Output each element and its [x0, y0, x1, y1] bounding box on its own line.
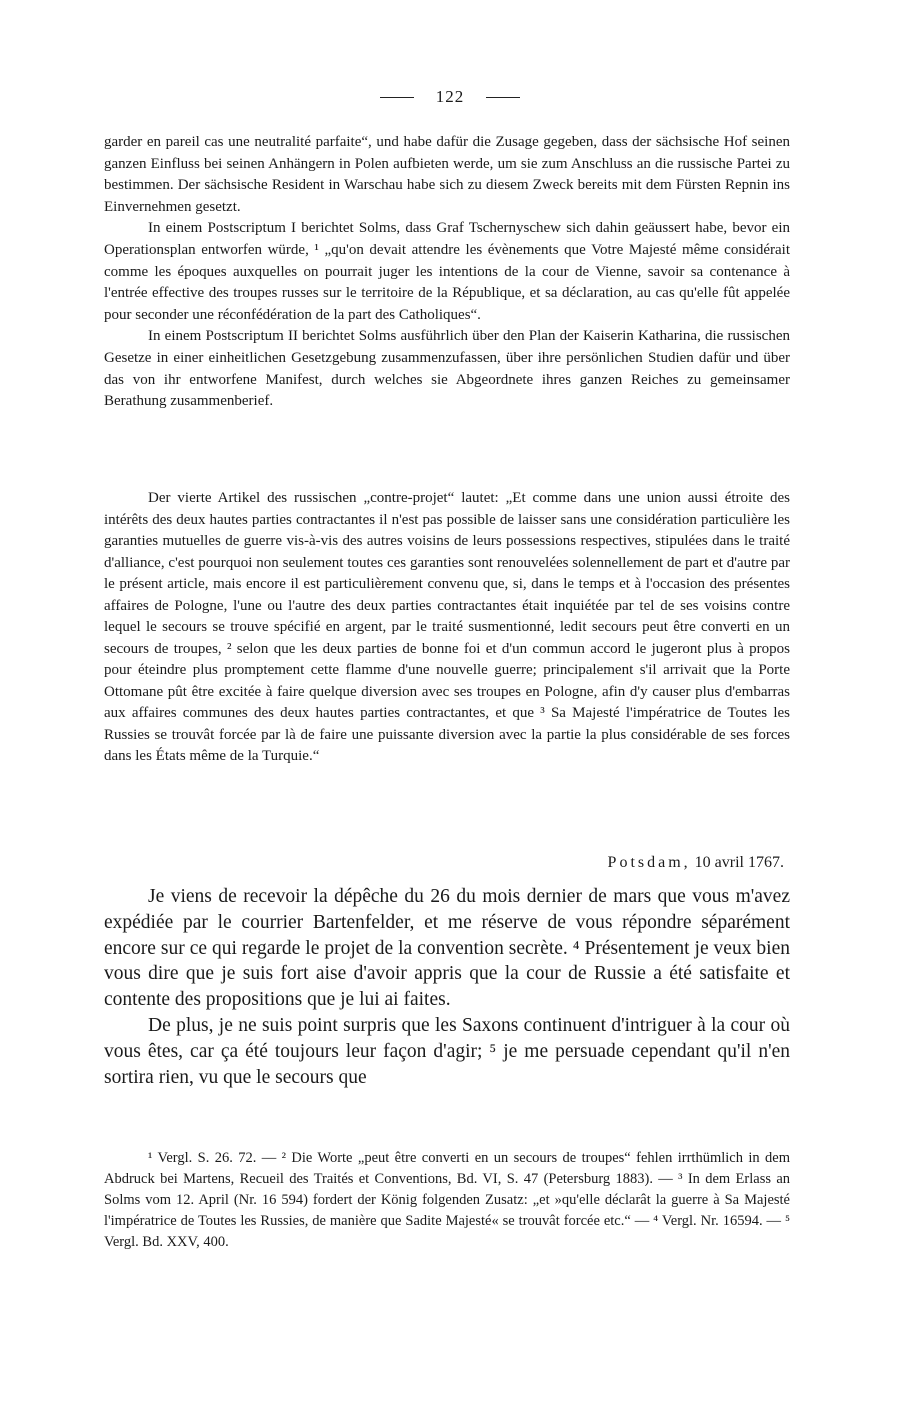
- letter-body: [104, 884, 790, 1090]
- page-header: [0, 86, 900, 107]
- page-number: 122: [435, 87, 465, 107]
- editorial-summary: [104, 132, 790, 413]
- article-note-paragraph: Der vierte Artikel des russischen „contre-projet“ lautet: „Et comme dans une union aussi étroite des intérêts des deux hautes parties contractantes il n'est pas possible de laisser sans une considération particulière les garanties mutuelles de guerre vis-à-vis des autres voisins de leurs possessions respectives, stipulées dans le traité d'alliance, c'est pourquoi non seulement toutes ces garanties sont renouvelées solennellement de part et d'autre par le présent article, mais encore il est particulièrement convenu que, si, dans le temps et à l'occasion des présentes affaires de Pologne, l'une ou l'autre des deux parties contractantes était inquiétée par tel de ses voisins contre lequel le secours se trouve spécifié en argent, par le traité susmentionné, ledit secours peut être converti en un secours de troupes, ² selon que les deux parties de bonne foi et d'un commun accord le jugeront plus à propos pour éteindre plus promptement cette flamme d'une nouvelle guerre; principalement s'il arrivait que la Porte Ottomane pût être excitée à faire quelque diversion avec ses troupes en Pologne, afin d'y causer plus d'embarras aux affaires communes des deux hautes parties contractantes, et que ³ Sa Majesté l'impératrice de Toutes les Russies se trouvât forcée par là de faire une puissante diversion avec la partie la plus considérable de ses forces dans les États même de la Turquie.“: [104, 490, 790, 764]
- letter-paragraph: Je viens de recevoir la dépêche du 26 du mois dernier de mars que vous m'avez expédiée par le courrier Bartenfelder, et me réserve de vous répondre séparément encore sur ce qui regarde le projet de la convention secrète. ⁴ Présentement je veux bien vous dire que je suis fort aise d'avoir appris que la cour de Russie a été satisfaite et contente des propositions que je lui ai faites.: [104, 886, 790, 1011]
- header-rule-right: [486, 97, 520, 98]
- article-note: [104, 488, 790, 768]
- summary-paragraph: garder en pareil cas une neutralité parfaite“, und habe dafür die Zusage gegeben, dass der sächsische Hof seinen ganzen Einfluss bei seinen Anhängern in Polen aufbieten werde, um sie zum Anschluss an die russische Partei zu bestimmen. Der sächsische Resident in Warschau habe sich zu diesem Zweck bereits mit dem Fürsten Repnin ins Einvernehmen gesetzt.: [104, 134, 790, 215]
- letter-paragraph: De plus, je ne suis point surpris que les Saxons continuent d'intriguer à la cour où vous êtes, car ça été toujours leur façon d'agir; ⁵ je me persuade cependant qu'il n'en sortira rien, vu que le secours que: [104, 1014, 790, 1088]
- footnotes: [104, 1148, 790, 1253]
- dateline-date: 10 avril 1767.: [694, 854, 784, 871]
- summary-paragraph: In einem Postscriptum I berichtet Solms, dass Graf Tschernyschew sich dahin geäussert habe, bevor ein Operationsplan entworfen würde, ¹ „qu'on devait attendre les évènements que Votre Majesté même considérait comme les époques auxquelles on pourrait juger les intentions de la cour de Vienne, savoir sa contenance à l'entrée effective des troupes russes sur le territoire de la République, et sa déclaration, au cas qu'elle fût appelée pour seconder une réconfédération de la part des Catholiques“.: [104, 220, 790, 323]
- summary-paragraph: In einem Postscriptum II berichtet Solms ausführlich über den Plan der Kaiserin Katharina, die russischen Gesetze in einer einheitlichen Gesetzgebung zusammenzufassen, über ihre persönlichen Studien dafür und über das von ihr entworfene Manifest, durch welches sie Abgeordnete ihres ganzen Reiches zu gemeinsamer Berathung zusammenberief.: [104, 328, 790, 410]
- footnotes-text: ¹ Vergl. S. 26. 72. — ² Die Worte „peut être converti en un secours de troupes“ fehlen irrthümlich in dem Abdruck bei Martens, Recueil des Traités et Conventions, Bd. VI, S. 47 (Petersburg 1883). — ³ In dem Erlass an Solms vom 12. April (Nr. 16 594) fordert der König folgenden Zusatz: „et »qu'elle déclarât la guerre à Sa Majesté l'impératrice de Toutes les Russies, de manière que Sadite Majesté« se trouvât forcée etc.“ — ⁴ Vergl. Nr. 16594. — ⁵ Vergl. Bd. XXV, 400.: [104, 1150, 790, 1250]
- dateline-place: Potsdam,: [607, 854, 691, 871]
- dateline: [608, 854, 784, 872]
- header-rule-left: [380, 97, 414, 98]
